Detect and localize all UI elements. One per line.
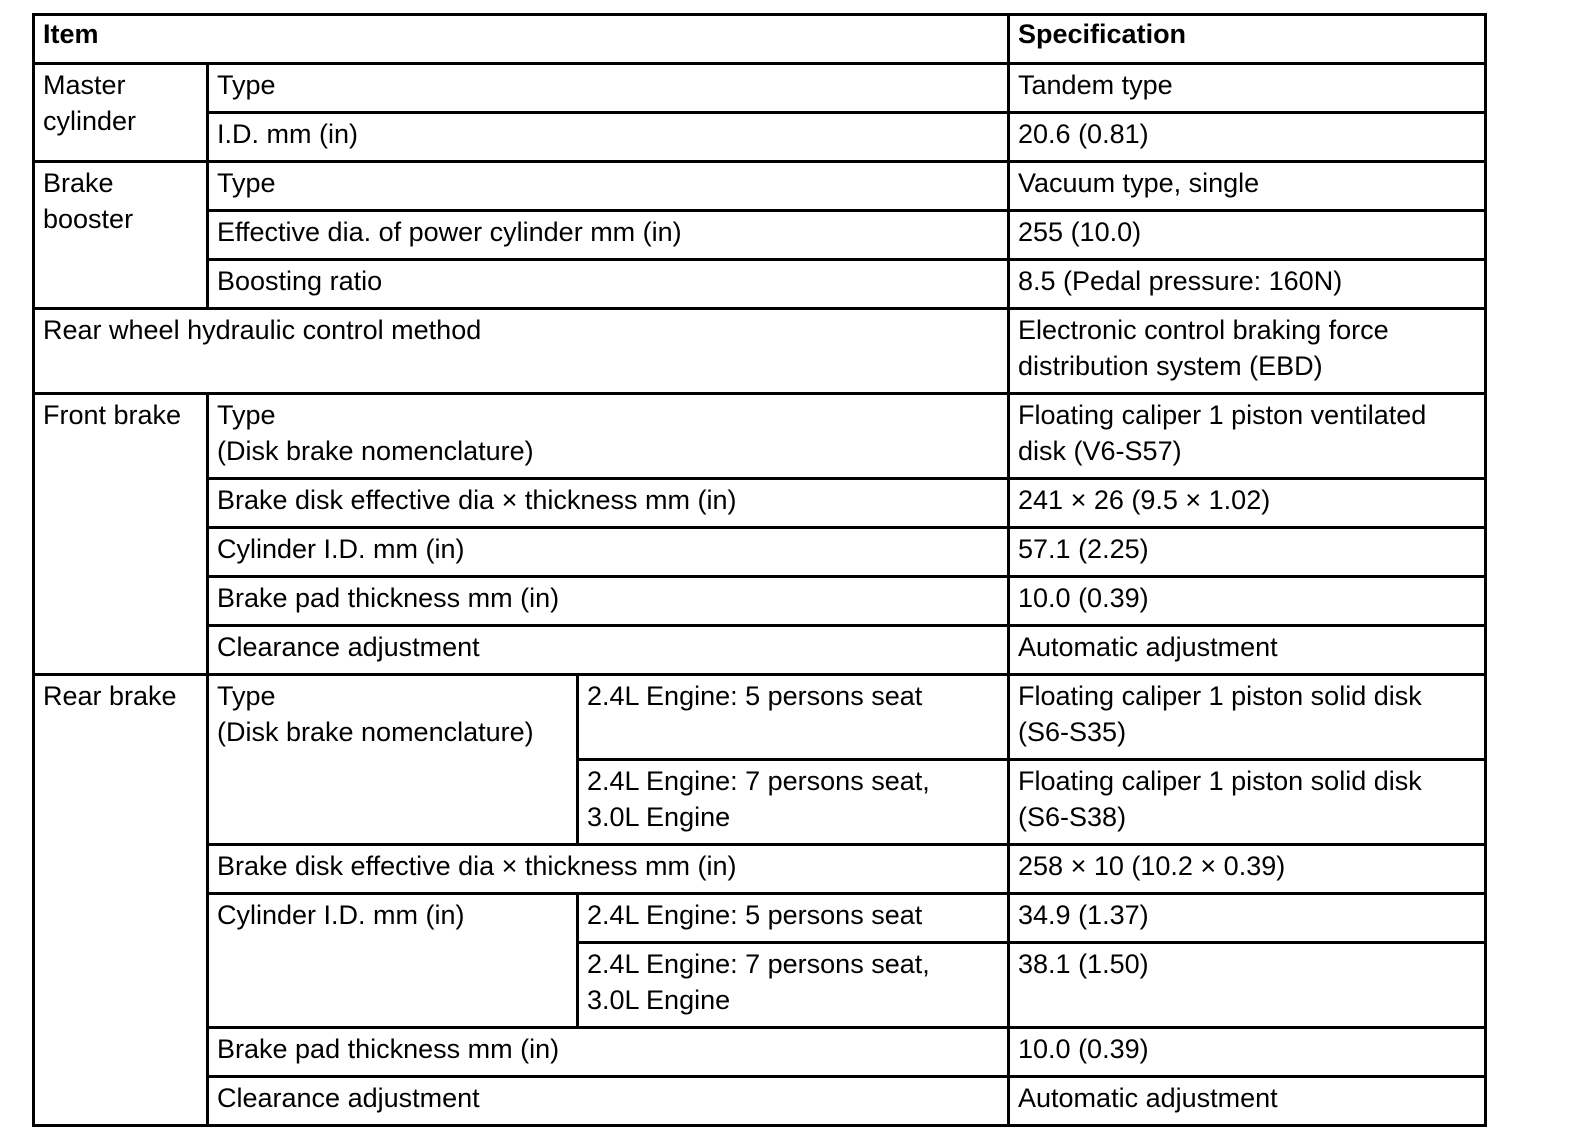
table-row <box>34 845 1486 894</box>
table-row <box>34 309 1486 394</box>
row-condition: 2.4L Engine: 7 persons seat, 3.0L Engine <box>578 760 1009 845</box>
row-label: Clearance adjustment <box>208 1077 1009 1126</box>
row-label: Brake pad thickness mm (in) <box>208 1028 1009 1077</box>
table-row <box>34 479 1486 528</box>
row-value: 10.0 (0.39) <box>1009 577 1486 626</box>
row-value: Floating caliper 1 piston ventilated disk (V6-S57) <box>1009 394 1486 479</box>
header-item: Item <box>34 15 1009 64</box>
row-label: Effective dia. of power cylinder mm (in) <box>208 211 1009 260</box>
row-label: Brake disk effective dia × thickness mm (in) <box>208 479 1009 528</box>
row-label: Type (Disk brake nomenclature) <box>208 675 578 845</box>
row-value: Electronic control braking force distribution system (EBD) <box>1009 309 1486 394</box>
row-value: Automatic adjustment <box>1009 1077 1486 1126</box>
row-value: 241 × 26 (9.5 × 1.02) <box>1009 479 1486 528</box>
table-row <box>34 577 1486 626</box>
row-value: 34.9 (1.37) <box>1009 894 1486 943</box>
table-row <box>34 260 1486 309</box>
table-header-row <box>34 15 1486 64</box>
table-row <box>34 528 1486 577</box>
row-label: Type <box>208 162 1009 211</box>
row-label-rear-wheel-control: Rear wheel hydraulic control method <box>34 309 1009 394</box>
table-row <box>34 394 1486 479</box>
table-row <box>34 113 1486 162</box>
row-value: 258 × 10 (10.2 × 0.39) <box>1009 845 1486 894</box>
row-value: 38.1 (1.50) <box>1009 943 1486 1028</box>
row-label: Brake disk effective dia × thickness mm (in) <box>208 845 1009 894</box>
row-label: Cylinder I.D. mm (in) <box>208 894 578 1028</box>
group-label-front-brake: Front brake <box>34 394 208 675</box>
group-label-master-cylinder: Master cylinder <box>34 64 208 162</box>
row-label: Clearance adjustment <box>208 626 1009 675</box>
row-label: I.D. mm (in) <box>208 113 1009 162</box>
row-label: Type (Disk brake nomenclature) <box>208 394 1009 479</box>
row-value: 8.5 (Pedal pressure: 160N) <box>1009 260 1486 309</box>
row-label: Cylinder I.D. mm (in) <box>208 528 1009 577</box>
row-value: Automatic adjustment <box>1009 626 1486 675</box>
row-value: 57.1 (2.25) <box>1009 528 1486 577</box>
header-specification: Specification <box>1009 15 1486 64</box>
table-row <box>34 675 1486 760</box>
row-condition: 2.4L Engine: 7 persons seat, 3.0L Engine <box>578 943 1009 1028</box>
table-row <box>34 211 1486 260</box>
row-label: Type <box>208 64 1009 113</box>
row-value: 255 (10.0) <box>1009 211 1486 260</box>
row-value: 20.6 (0.81) <box>1009 113 1486 162</box>
row-condition: 2.4L Engine: 5 persons seat <box>578 894 1009 943</box>
row-value: Floating caliper 1 piston solid disk (S6-S38) <box>1009 760 1486 845</box>
row-value: 10.0 (0.39) <box>1009 1028 1486 1077</box>
table-row <box>34 894 1486 943</box>
row-value: Vacuum type, single <box>1009 162 1486 211</box>
row-condition: 2.4L Engine: 5 persons seat <box>578 675 1009 760</box>
group-label-brake-booster: Brake booster <box>34 162 208 309</box>
table-row <box>34 1077 1486 1126</box>
row-value: Tandem type <box>1009 64 1486 113</box>
group-label-rear-brake: Rear brake <box>34 675 208 1126</box>
brake-spec-table <box>32 13 1487 1127</box>
row-value: Floating caliper 1 piston solid disk (S6-S35) <box>1009 675 1486 760</box>
table-row <box>34 64 1486 113</box>
row-label: Boosting ratio <box>208 260 1009 309</box>
row-label: Brake pad thickness mm (in) <box>208 577 1009 626</box>
table-row <box>34 162 1486 211</box>
table-row <box>34 626 1486 675</box>
table-row <box>34 1028 1486 1077</box>
